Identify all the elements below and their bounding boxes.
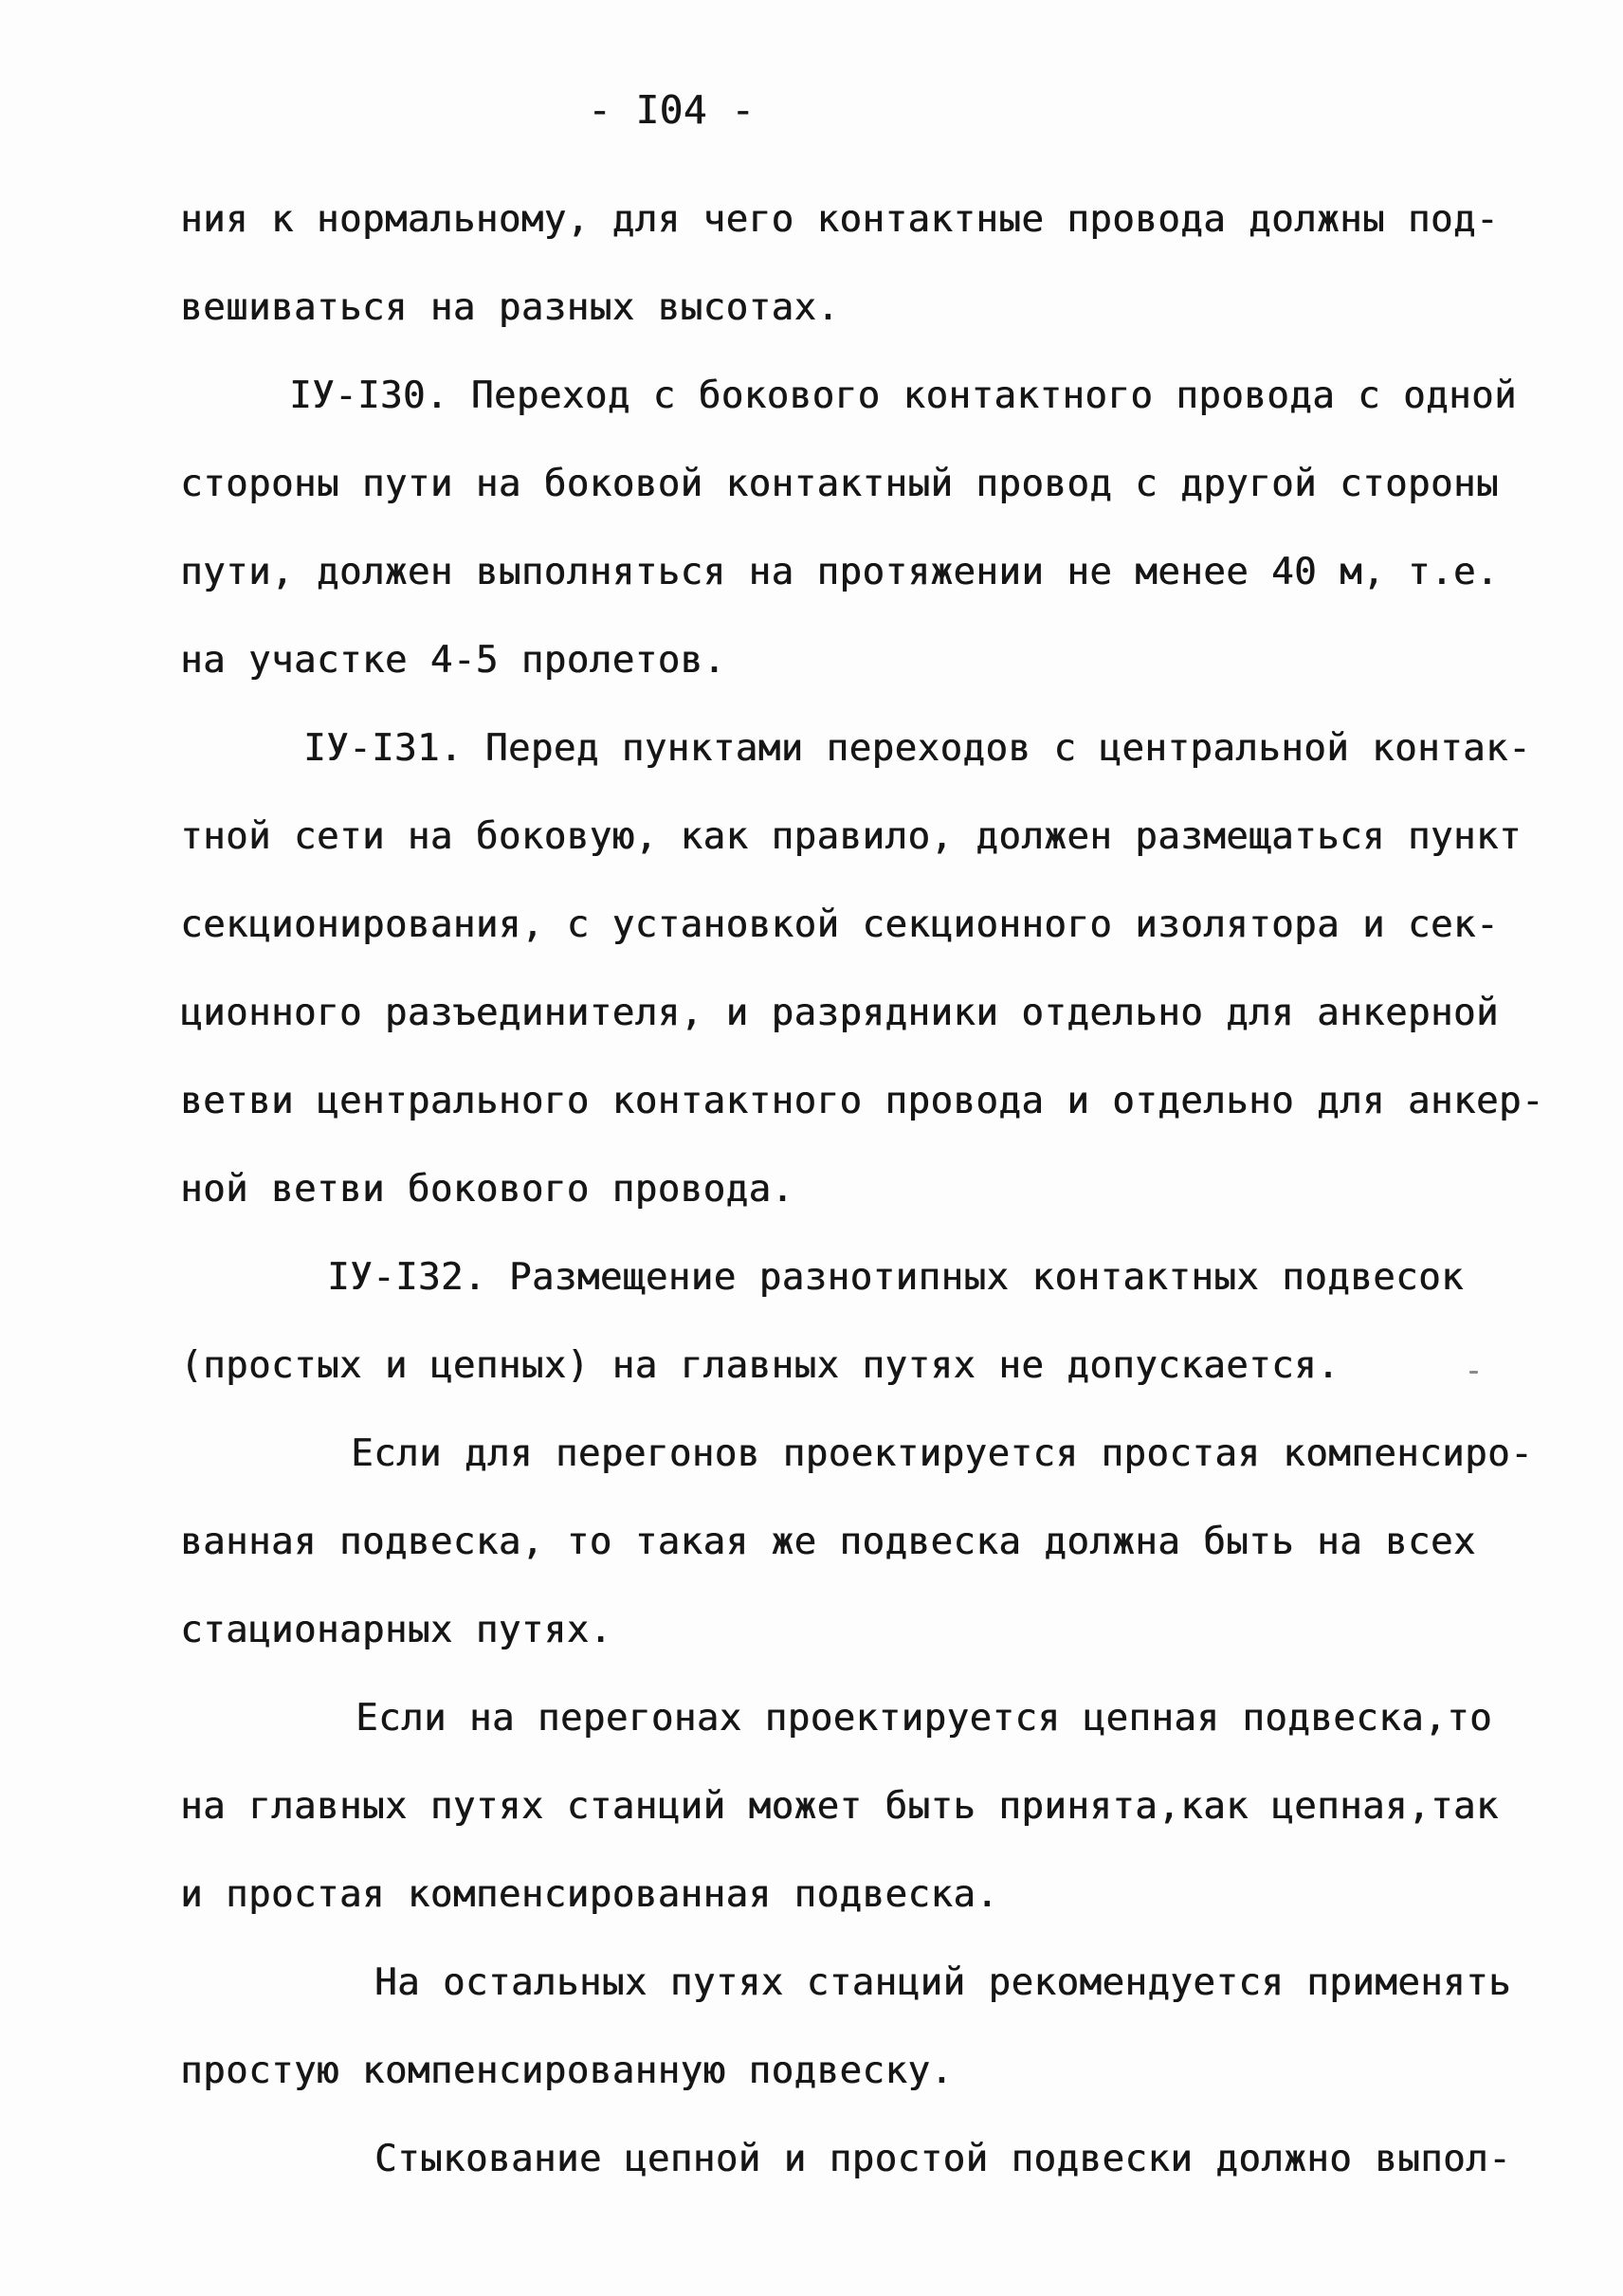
text-line: ния к нормальному, для чего контактные провода должны под- (180, 198, 1499, 241)
text-line: секционирования, с установкой секционного изолятора и сек- (180, 903, 1499, 946)
text-line: IУ-I30. Переход с бокового контактного провода с одной (289, 374, 1517, 417)
text-line: на главных путях станций может быть принята,как цепная,так (180, 1785, 1499, 1828)
page-number: - I04 - (588, 87, 756, 133)
text-line: Стыкование цепной и простой подвески должно выпол- (374, 2138, 1511, 2180)
text-line: Если для перегонов проектируется простая компенсиро- (351, 1432, 1533, 1475)
text-line: ционного разъединителя, и разрядники отдельно для анкерной (180, 992, 1499, 1034)
text-line: и простая компенсированная подвеска. (180, 1873, 999, 1916)
text-line: тной сети на боковую, как правило, должен размещаться пункт (180, 815, 1522, 858)
text-line: Если на перегонах проектируется цепная подвеска,то (356, 1697, 1492, 1740)
text-line: простую компенсированную подвеску. (180, 2050, 954, 2092)
text-line: ветви центрального контактного провода и отдельно для анкер- (180, 1080, 1544, 1122)
text-line: вешиваться на разных высотах. (180, 286, 840, 329)
text-line: ванная подвеска, то такая же подвеска должна быть на всех (180, 1521, 1476, 1563)
text-line: (простых и цепных) на главных путях не допускается. (180, 1344, 1340, 1387)
text-line: IУ-I32. Размещение разнотипных контактных подвесок (327, 1256, 1464, 1299)
text-line: На остальных путях станций рекомендуется применять (374, 1961, 1511, 2004)
text-line: IУ-I31. Перед пунктами переходов с центральной контак- (303, 727, 1531, 770)
text-line: на участке 4-5 пролетов. (180, 639, 726, 682)
text-line: пути, должен выполняться на протяжении не менее 40 м, т.е. (180, 551, 1499, 593)
text-line: стороны пути на боковой контактный провод с другой стороны (180, 463, 1499, 505)
text-line: ной ветви бокового провода. (180, 1168, 794, 1211)
text-line: стационарных путях. (180, 1609, 612, 1651)
scan-speck (1469, 1371, 1478, 1374)
